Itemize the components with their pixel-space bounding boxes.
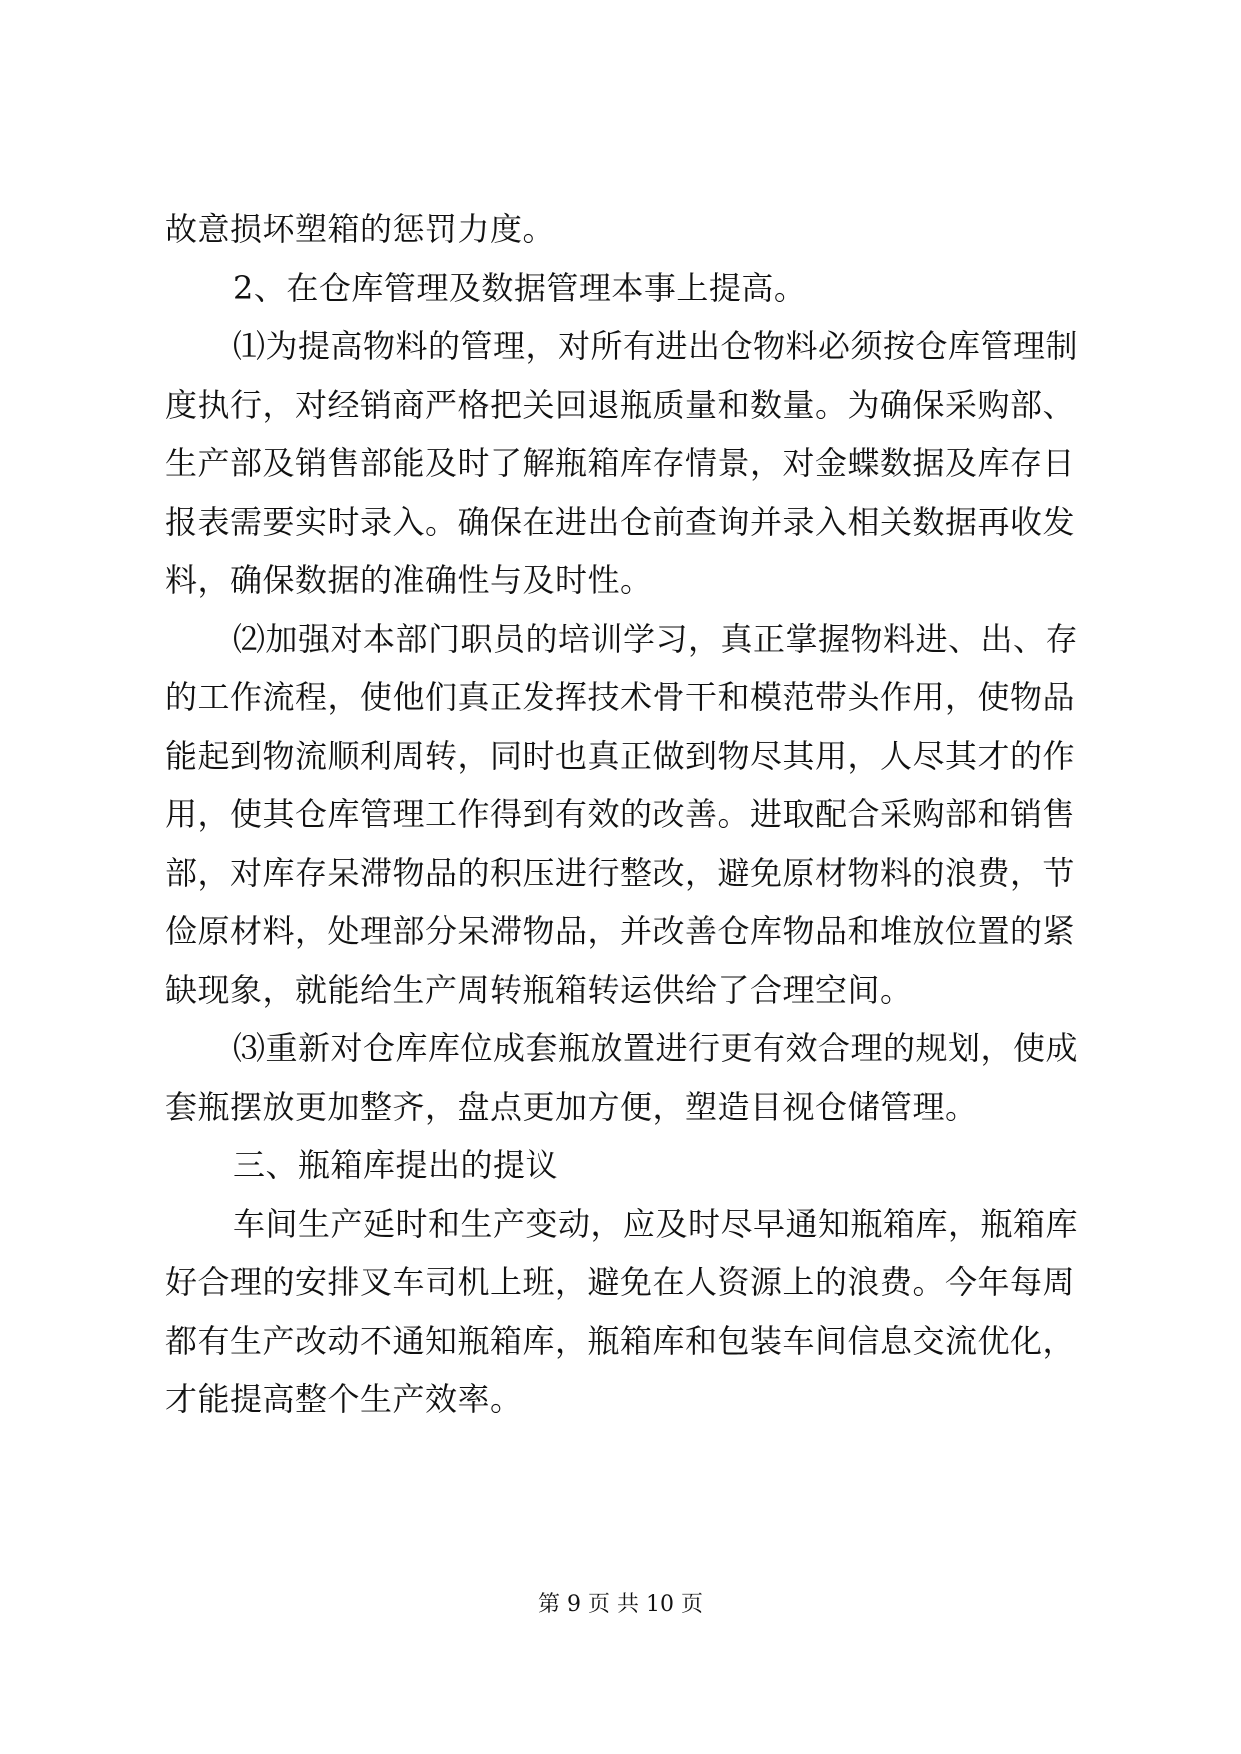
text-line: 用，使其仓库管理工作得到有效的改善。进取配合采购部和销售 — [165, 795, 1076, 833]
text-line: 套瓶摆放更加整齐，盘点更加方便，塑造目视仓储管理。 — [165, 1087, 978, 1126]
text-line: 能起到物流顺利周转，同时也真正做到物尽其用，人尽其才的作 — [165, 736, 1076, 775]
text-line: 都有生产改动不通知瓶箱库，瓶箱库和包装车间信息交流优化， — [165, 1321, 1076, 1360]
text-line: 生产部及销售部能及时了解瓶箱库存情景，对金蝶数据及库存日 — [165, 444, 1076, 482]
text-line: 车间生产延时和生产变动，应及时尽早通知瓶箱库，瓶箱库 — [233, 1204, 1079, 1243]
text-line: ⑶重新对仓库库位成套瓶放置进行更有效合理的规划，使成 — [233, 1029, 1079, 1067]
text-line: 报表需要实时录入。确保在进出仓前查询并录入相关数据再收发 — [165, 502, 1076, 541]
text-line: 俭原材料，处理部分呆滞物品，并改善仓库物品和堆放位置的紧 — [165, 912, 1076, 950]
text-line: 才能提高整个生产效率。 — [165, 1380, 523, 1418]
text-line: 2、在仓库管理及数据管理本事上提高。 — [233, 268, 807, 307]
text-line: ⑵加强对本部门职员的培训学习，真正掌握物料进、出、存 — [233, 619, 1079, 658]
text-line: 部，对库存呆滞物品的积压进行整改，避免原材物料的浪费，节 — [165, 853, 1076, 892]
text-line: 料，确保数据的准确性与及时性。 — [165, 561, 653, 599]
text-line: ⑴为提高物料的管理，对所有进出仓物料必须按仓库管理制 — [233, 327, 1079, 365]
document-body — [165, 200, 1080, 1429]
page-number-footer: 第 9 页 共 10 页 — [538, 1592, 703, 1617]
text-line: 缺现象，就能给生产周转瓶箱转运供给了合理空间。 — [165, 970, 913, 1009]
text-line: 故意损坏塑箱的惩罚力度。 — [165, 210, 556, 248]
section-heading: 三、瓶箱库提出的提议 — [233, 1146, 559, 1184]
text-line: 好合理的安排叉车司机上班，避免在人资源上的浪费。今年每周 — [165, 1263, 1076, 1301]
text-line: 度执行，对经销商严格把关回退瓶质量和数量。为确保采购部、 — [165, 385, 1076, 424]
text-line: 的工作流程，使他们真正发挥技术骨干和模范带头作用，使物品 — [165, 678, 1076, 716]
